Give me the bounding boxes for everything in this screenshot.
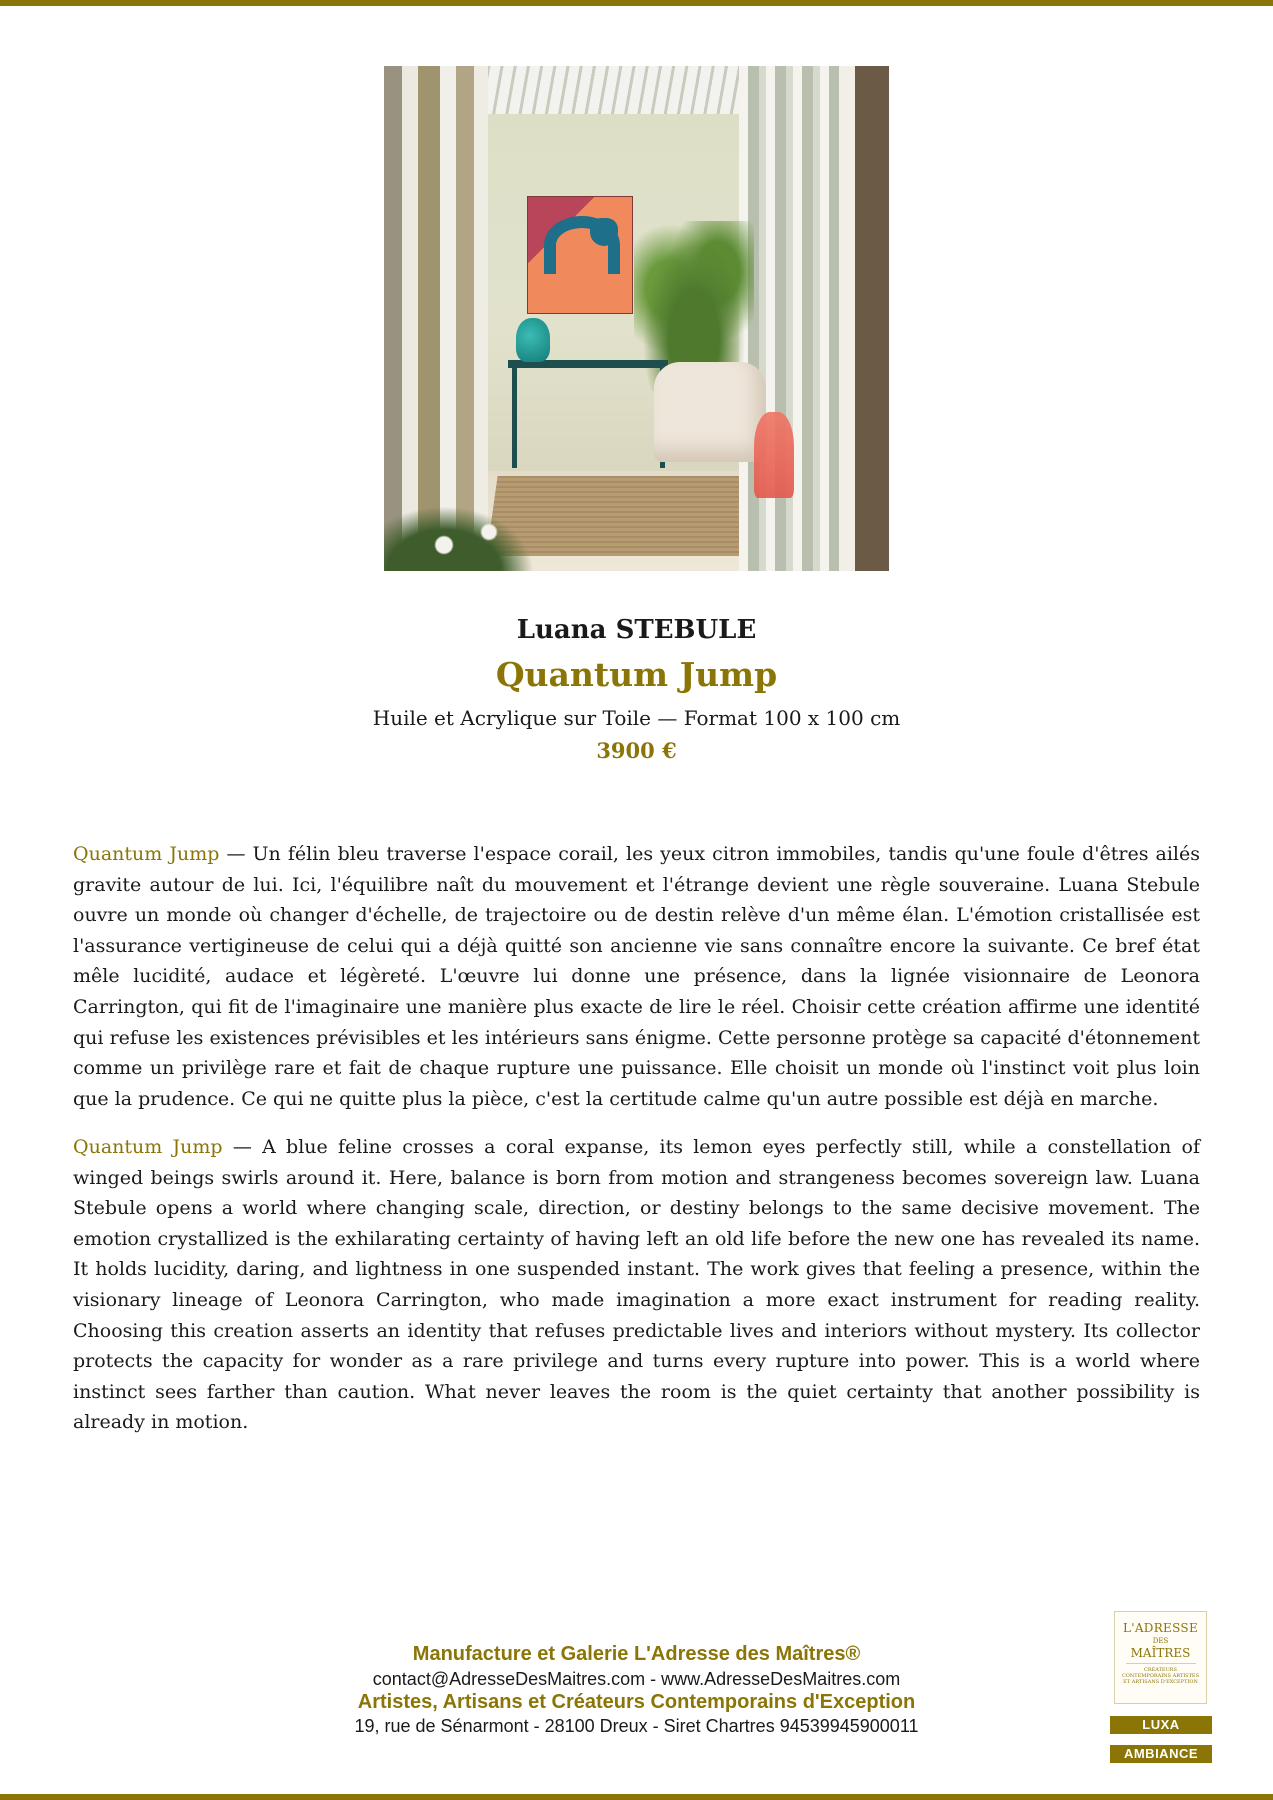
ambiance-badge: AMBIANCE [1110,1745,1212,1763]
photo-armchair [654,362,766,462]
photo-teal-vase [516,318,550,362]
description-english [73,1132,1200,1438]
top-accent-rule [0,0,1273,6]
description-english-text: — A blue feline crosses a coral expanse, its lemon eyes perfectly still, while a constellation of winged beings swirls around it. Here, balance is born from motion and strangeness becomes sovereign law. Luana Stebule opens a world where changing scale, direction, or destiny belongs to the same decisive movement. The emotion crystallized is the exhilarating certainty of having left an old life before the new one has revealed its name. It holds lucidity, daring, and lightness in one suspended instant. The work gives that feeling a presence, within the visionary lineage of Leonora Carrington, who made imagination a more exact instrument for reading reality. Choosing this creation asserts an identity that refuses predictable lives and interiors without mystery. Its collector protects the capacity for wonder as a rare privilege and turns every rupture into power. This is a world where instinct sees farther than caution. What never leaves the room is the quiet certainty that another possibility is already in motion. [73,1136,1201,1434]
bottom-accent-rule [0,1794,1273,1800]
footer-gallery-name: Manufacture et Galerie L'Adresse des Maîtres® [412,1643,861,1665]
description-french [73,839,1200,1114]
description-french-text: — Un félin bleu traverse l'espace corail, les yeux citron immobiles, tandis qu'une foule d'êtres ailés gravite autour de lui. Ici, l'équilibre naît du mouvement et l'étrange devient une règle souveraine. Luana Stebule ouvre un monde où changer d'échelle, de trajectoire ou de destin relève d'un même élan. L'émotion cristallisée est l'assurance vertigineuse de celui qui a déjà quitté son ancienne vie sans connaître encore la suivante. Ce bref état mêle lucidité, audace et légèreté. L'œuvre lui donne une présence, dans la lignée visionnaire de Leonora Carrington, qui fit de l'imaginaire une manière plus exacte de lire le réel. Choisir cette création affirme une identité qui refuse les existences prévisibles et les intérieurs sans énigme. Cette personne protège sa capacité d'étonnement comme un privilège rare et fait de chaque rupture une puissance. Elle choisit un monde où l'instinct voit plus loin que la prudence. Ce qui ne quitte plus la pièce, c'est la certitude calme qu'un autre possible est déjà en marche. [73,843,1200,1110]
footer-contact: contact@AdresseDesMaitres.com - www.AdresseDesMaitres.com [372,1669,901,1689]
photo-painting-cat-head [590,218,618,246]
footer-tagline: Artistes, Artisans et Créateurs Contemporains d'Exception [357,1691,916,1713]
artwork-price: 3900 € [596,738,677,763]
photo-console-leg [512,368,517,468]
logo-line-3: MAÎTRES [1130,1646,1191,1660]
logo-divider [1126,1663,1196,1664]
artist-name: Luana STEBULE [516,615,757,645]
artwork-room-photo [384,66,889,571]
logo-line-4: CRÉATEURS CONTEMPORAINS ARTISTES ET ARTISANS D'EXCEPTION [1121,1667,1200,1685]
photo-coral-side-table [754,412,794,498]
description-french-lead: Quantum Jump [73,843,220,865]
logo-line-1: L'ADRESSE [1122,1621,1199,1635]
photo-left-door [384,66,488,571]
artwork-medium: Huile et Acrylique sur Toile — Format 100 x 100 cm [372,706,901,730]
artwork-title: Quantum Jump [495,655,778,694]
luxa-badge: LUXA [1110,1716,1212,1734]
photo-right-door-frame [839,66,889,571]
gallery-logo [1114,1611,1207,1704]
photo-foreground-flowers [384,506,534,571]
logo-line-2: DES [1152,1637,1169,1645]
footer-address: 19, rue de Sénarmont - 28100 Dreux - Siret Chartres 94539945900011 [354,1716,919,1736]
description-english-lead: Quantum Jump [73,1136,223,1158]
